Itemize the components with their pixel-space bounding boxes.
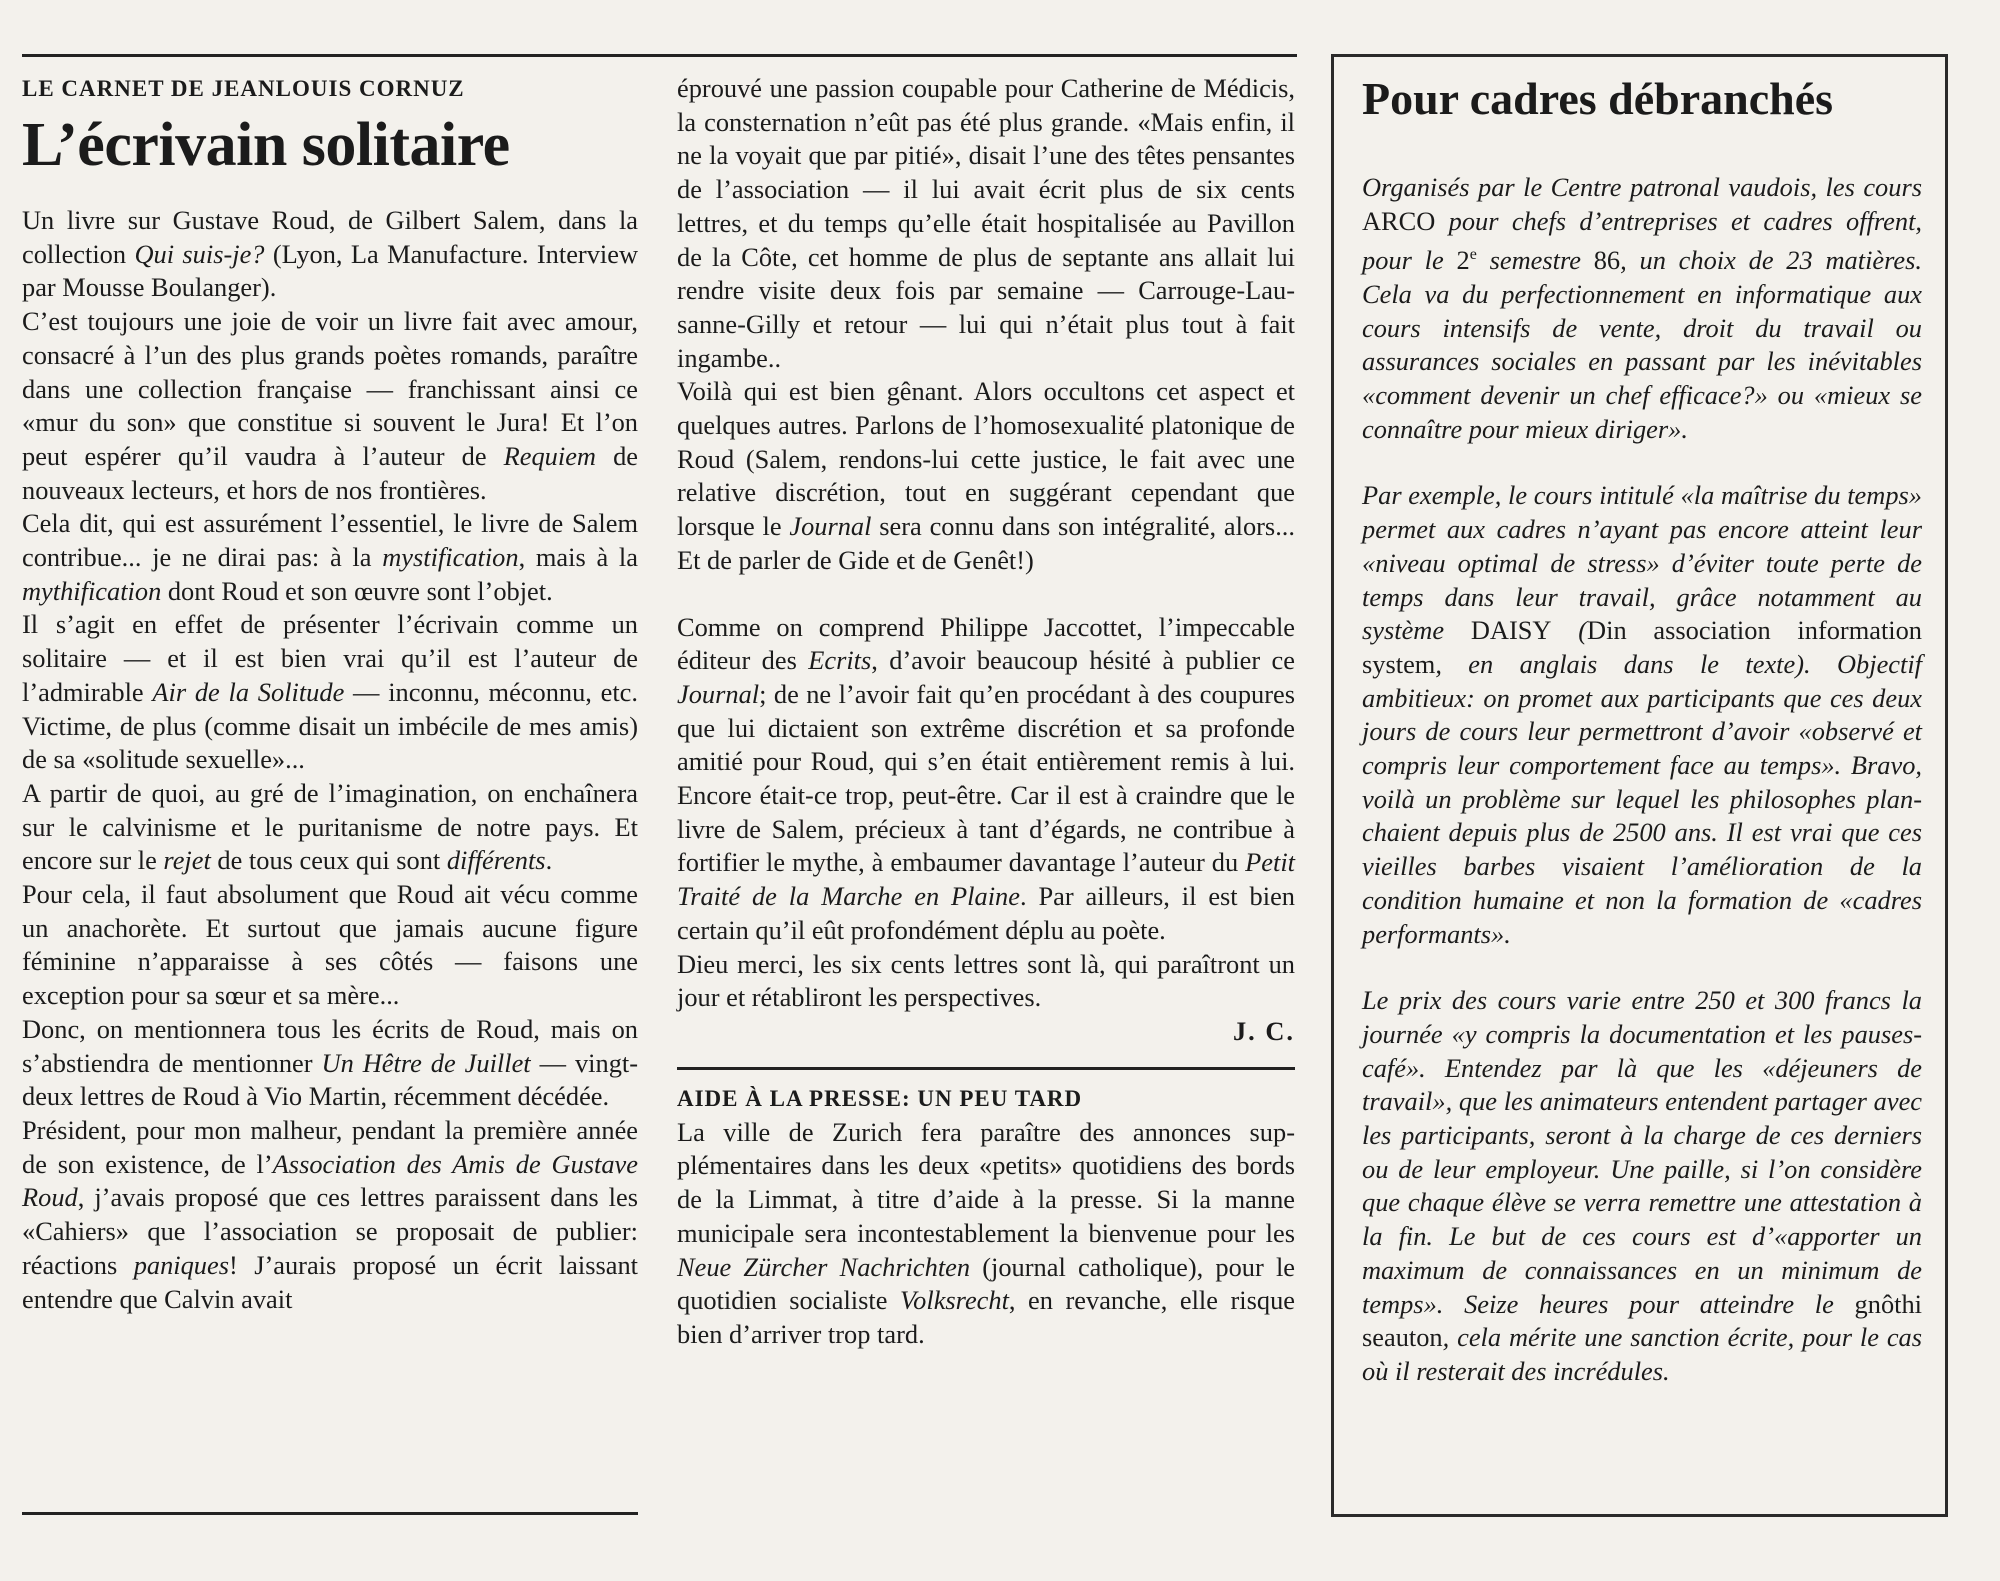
middle-article-column <box>677 72 1295 1352</box>
brief-headline: AIDE À LA PRESSE: UN PEU TARD <box>677 1085 1083 1111</box>
paragraph: Comme on comprend Philippe Jaccottet, l’impeccable éditeur des Ecrits, d’avoir beaucoup hésité à publier ce Journal; de ne l’avoir fait qu’en procédant à des coupures que lui dictaient son extrême discrétion et sa profonde amitié pour Roud, qui s’en était entièrement remis à lui. Encore était-ce trop, peut-être. Car il est à craindre que le livre de Salem, précieux à tant d’égards, ne contribue à fortifier le mythe, à embaumer davantage l’auteur du Petit Traité de la Marche en Plaine. Par ailleurs, il est bien certain qu’il eût profondément déplu au poète. <box>677 611 1295 945</box>
paragraph: Le prix des cours varie entre 250 et 300 francs la journée «y compris la documentation et les pauses-café». Entendez par là que les «déjeuners de travail», que les animateurs entendent partager avec les participants, seront à la charge de ces derniers ou de leur employeur. Une paille, si l’on considère que chaque élève se verra remettre une attestation à la fin. Le but de ces cours est d’«apporter un maximum de connaissances en un minimum de temps». Seize heures pour atteindre le gnôthi seauton, cela mérite une sanction écrite, pour le cas où il resterait des incrédules. <box>1362 985 1922 1386</box>
sidebar-content <box>1362 71 1922 1389</box>
paragraph: C’est toujours une joie de voir un livre fait avec amour, consacré à l’un des plus grands poètes romands, paraître dans une collection française — franchissant ainsi ce «mur du son» que constitue si souvent le Jura! Et l’on peut espérer qu’il vaudra à l’auteur de Requiem de nouveaux lecteurs, et hors de nos frontières. <box>22 306 638 505</box>
paragraph: La ville de Zurich fera paraître des annonces supplémentaires dans les deux «petits» quotidiens des bords de la Limmat, à titre d’aide à la presse. Si la manne municipale sera incontestablement la bienvenue pour les Neue Zürcher Nachrichten (journal catholique), pour le quotidien socialiste Volksrecht, en revanche, elle risque bien d’arriver trop tard. <box>677 1116 1296 1349</box>
paragraph: Par exemple, le cours intitulé «la maîtrise du temps» permet aux cadres n’ayant pas encore atteint leur «niveau optimal de stress» d’éviter toute perte de temps dans leur travail, grâce notamment au système DAISY (Din association information system, en anglais dans le texte). Objectif ambitieux: on promet aux participants que ces deux jours de cours leur permettront d’avoir «observé et compris leur comportement face au temps». Bravo, voilà un problème sur lequel les philosophes planchaient depuis plus de 2500 ans. Il est vrai que ces vieilles barbes visaient l’amélioration de la condition humaine et non la formation de «cadres performants». <box>1362 480 1923 949</box>
paragraph: Pour cela, il faut absolument que Roud ait vécu comme un anachorète. Et surtout que jamais aucune figure féminine n’apparaisse à ses côtés — faisons une exception pour sa sœur et sa mère... <box>22 879 638 1011</box>
paragraph: Dieu merci, les six cents lettres sont là, qui paraîtront un jour et rétabliront les perspectives. <box>677 948 1295 1013</box>
paragraph: Donc, on mentionnera tous les écrits de Roud, mais on s’abstiendra de mentionner Un Hêtre de Juillet — vingt-deux lettres de Roud à Vio Martin, récemment décédée. <box>22 1013 639 1112</box>
section-divider <box>677 1067 1295 1070</box>
paragraph: Voilà qui est bien gênant. Alors occultons cet aspect et quelques autres. Parlons de l’homosexualité platonique de Roud (Salem, rendons-lui cette justice, le fait avec une relative discrétion, tout en suggérant cependant que lorsque le Journal sera connu dans son intégralité, alors... Et de parler de Gide et de Genêt!) <box>677 376 1295 575</box>
article-kicker: LE CARNET DE JEANLOUIS CORNUZ <box>22 76 465 101</box>
left-article-column <box>22 72 638 1316</box>
top-rule <box>22 54 1297 57</box>
sidebar-title: Pour cadres débranchés <box>1362 73 1834 124</box>
sidebar-box <box>1331 54 1948 1517</box>
paragraph: Il s’agit en effet de présenter l’écrivain comme un solitaire — et il est bien vrai qu’il est l’auteur de l’admirable Air de la Solitude — inconnu, méconnu, etc. Victime, de plus (comme disait un imbécile de mes amis) de sa «solitude sexuelle»... <box>22 609 638 775</box>
paragraph: A partir de quoi, au gré de l’imagination, on enchaînera sur le calvinisme et le puritanisme de notre pays. Et encore sur le rejet de tous ceux qui sont différents. <box>22 777 638 876</box>
paragraph: Président, pour mon malheur, pendant la première année de son existence, de l’Association des Amis de Gustave Roud, j’avais proposé que ces lettres paraissent dans les «Cahiers» que l’association se proposait de publier: réactions paniques! J’aurais proposé un écrit laissant entendre que Calvin avait <box>22 1114 638 1314</box>
paragraph: Organisés par le Centre patronal vaudois, les cours ARCO pour chefs d’entreprises et cadres offrent, pour le 2e semestre 86, un choix de 23 matières. Cela va du perfectionnement en informatique aux cours intensifs de vente, droit du travail ou assurances sociales en passant par les inévitables «comment devenir un chef efficace?» ou «mieux se connaître pour mieux diriger». <box>1362 172 1922 444</box>
bottom-rule <box>22 1512 638 1515</box>
paragraph: Un livre sur Gustave Roud, de Gilbert Salem, dans la collection Qui suis-je? (Lyon, La Manufacture. Interview par Mousse Boulanger). <box>22 205 639 303</box>
author-signature: J. C. <box>1232 1015 1295 1046</box>
article-headline: L’écrivain solitaire <box>22 111 510 179</box>
paragraph: Cela dit, qui est assurément l’essentiel, le livre de Salem contribue... je ne dirai pas: à la mystification, mais à la mythification dont Roud et son œuvre sont l’objet. <box>22 508 638 606</box>
paragraph: éprouvé une passion coupable pour Catherine de Médicis, la consternation n’eût pas été plus grande. «Mais enfin, il ne la voyait que par pitié», disait l’une des têtes pensantes de l’association — il lui avait écrit plus de six cents lettres, et du temps qu’elle était hospitalisée au Pavillon de la Côte, cet homme de plus de septante ans allait lui rendre visite deux fois par semaine — Carrouge-Lausanne-Gilly et retour — lui qui n’était plus tout à fait ingambe.. <box>677 73 1295 373</box>
